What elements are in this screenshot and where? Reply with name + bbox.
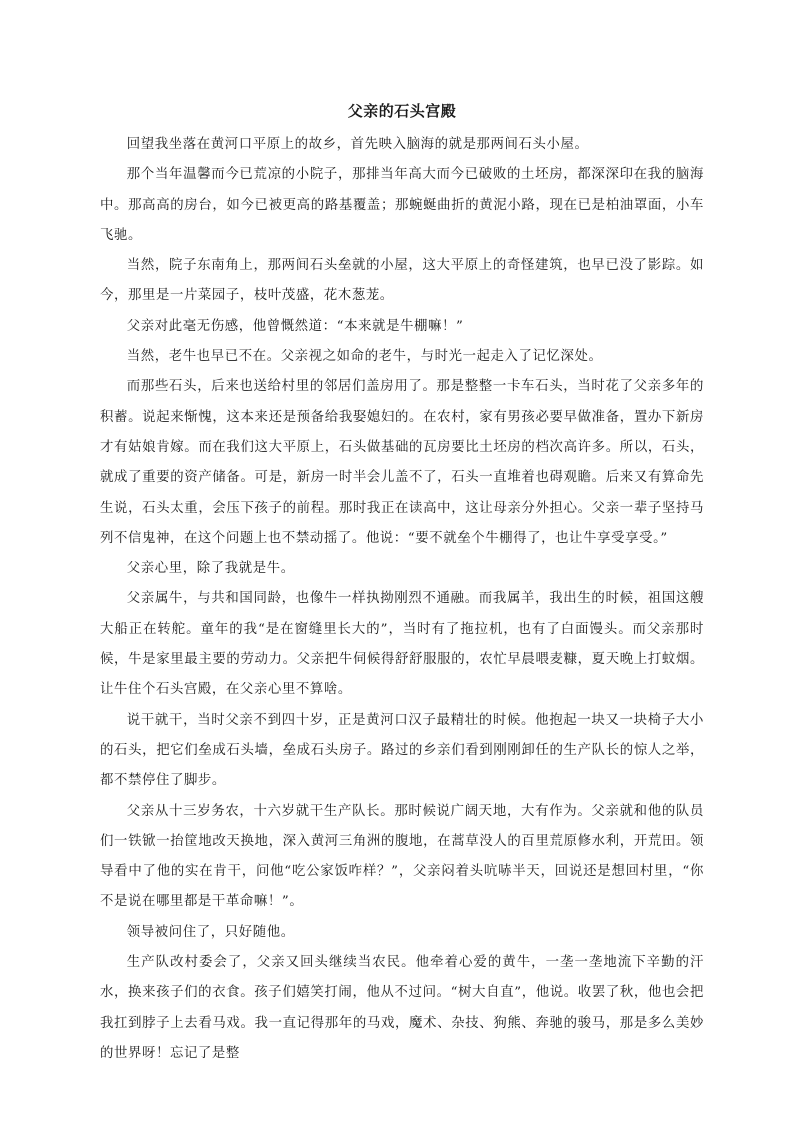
document-title: 父亲的石头宫殿 — [347, 102, 457, 120]
paragraph: 领导被问住了，只好随他。 — [126, 924, 295, 940]
paragraph: 回望我坐落在黄河口平原上的故乡，首先映入脑海的就是那两间石头小屋。 — [126, 137, 589, 152]
paragraph: 父亲从十三岁务农，十六岁就干生产队长。那时候说广阔天地，大有作为。父亲就和他的队员们一铁锨一抬筐地改天换地，深入黄河三角洲的腹地，在蒿草没人的百里荒原修水利，开荒田。领导看中了他的实在肯干，问他“吃公家饭咋样？”，父亲闷着头吭哧半天，回说还是想回村里，“你不是说在哪里都是干革命嘛！”。 — [100, 803, 704, 910]
document-body — [100, 100, 704, 1069]
paragraph: 那个当年温馨而今已荒凉的小院子，那排当年高大而今已破败的土坯房，都深深印在我的脑海中。那高高的房台，如今已被更高的路基覆盖；那蜿蜒曲折的黄泥小路，现在已是柏油罩面，小车飞驰。 — [100, 167, 704, 243]
paragraph: 生产队改村委会了，父亲又回头继续当农民。他牵着心爱的黄牛，一垄一垄地流下辛勤的汗水，换来孩子们的衣食。孩子们嬉笑打闹，他从不过问。“树大自直”，他说。收罢了秋，他也会把我扛到脖子上去看马戏。我一直记得那年的马戏，魔术、杂技、狗熊、奔驰的骏马，那是多么美妙的世界呀！忘记了是整 — [100, 955, 704, 1061]
paragraph: 父亲对此毫无伤感，他曾慨然道：“本来就是牛棚嘛！” — [126, 318, 464, 334]
paragraph: 当然，老牛也早已不在。父亲视之如命的老牛，与时光一起走入了记忆深处。 — [126, 349, 603, 365]
paragraph: 父亲属牛，与共和国同龄，也像牛一样执拗刚烈不通融。而我属羊，我出生的时候，祖国这艘大船正在转舵。童年的我“是在窗缝里长大的”，当时有了拖拉机，也有了白面馒头。而父亲那时候，牛是家里最主要的劳动力。父亲把牛伺候得舒舒服服的，农忙早晨喂麦糠，夏天晚上打蚊烟。让牛住个石头宫殿，在父亲心里不算啥。 — [100, 591, 704, 698]
paragraph: 父亲心里，除了我就是牛。 — [126, 561, 295, 577]
paragraph: 而那些石头，后来也送给村里的邻居们盖房用了。那是整整一卡车石头，当时花了父亲多年的积蓄。说起来惭愧，这本来还是预备给我娶媳妇的。在农村，家有男孩必要早做准备，置办下新房才有姑娘肯嫁。而在我们这大平原上，石头做基础的瓦房要比土坯房的档次高许多。所以，石头，就成了重要的资产储备。可是，新房一时半会儿盖不了，石头一直堆着也碍观瞻。后来又有算命先生说，石头太重，会压下孩子的前程。那时我正在读高中，这让母亲分外担心。父亲一辈子坚持马列不信鬼神，在这个问题上也不禁动摇了。他说：“要不就垒个牛棚得了，也让牛享受享受。” — [100, 379, 704, 546]
paragraph: 当然，院子东南角上，那两间石头垒就的小屋，这大平原上的奇怪建筑，也早已没了影踪。如今，那里是一片菜园子，枝叶茂盛，花木葱茏。 — [100, 258, 704, 304]
paragraph: 说干就干，当时父亲不到四十岁，正是黄河口汉子最精壮的时候。他抱起一块又一块椅子大小的石头，把它们垒成石头墙，垒成石头房子。路过的乡亲们看到刚刚卸任的生产队长的惊人之举，都不禁停住了脚步。 — [100, 712, 704, 789]
